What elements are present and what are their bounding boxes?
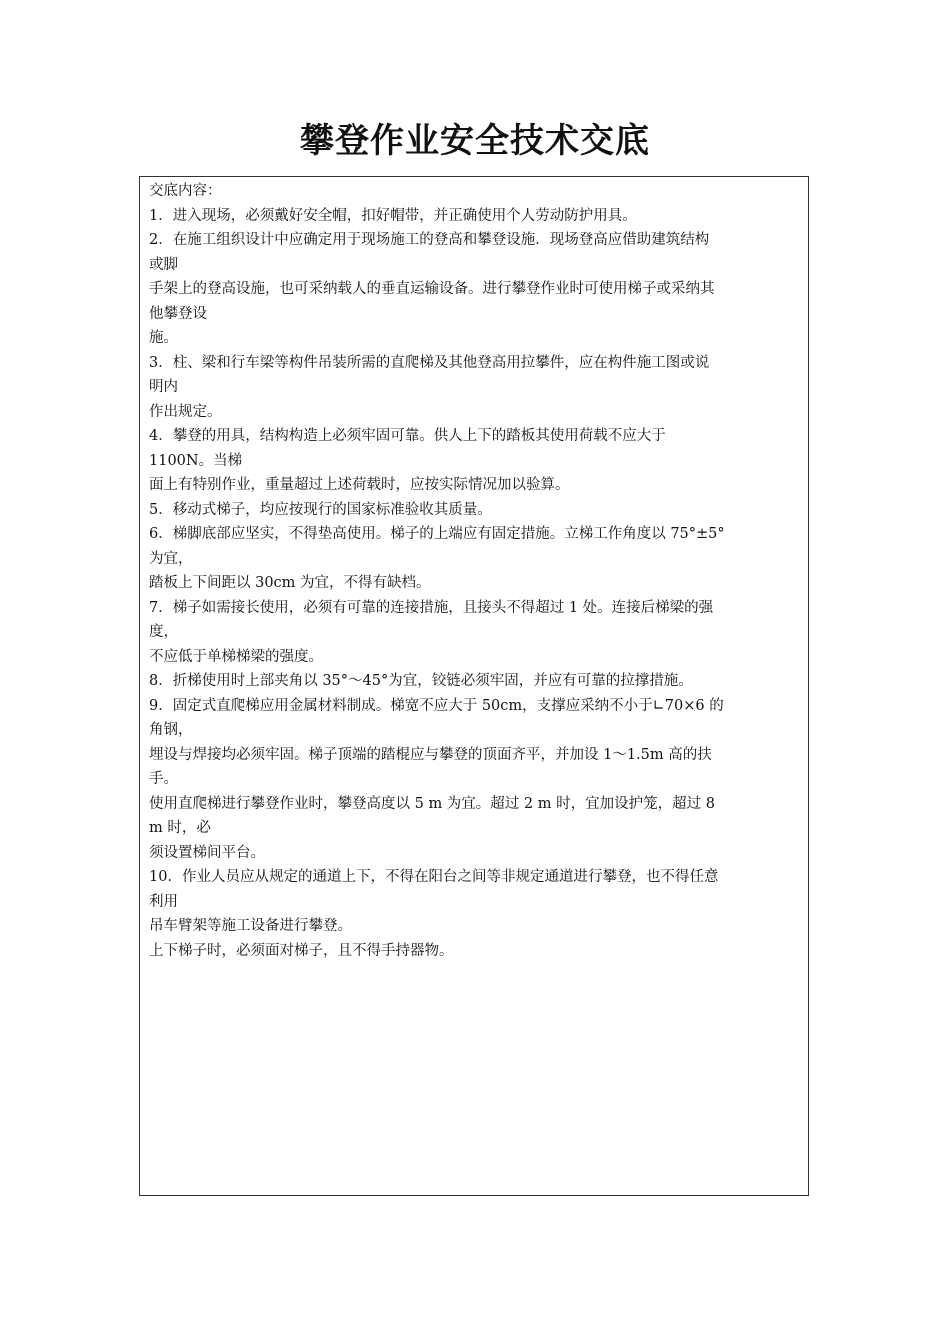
content-line: 2．在施工组织设计中应确定用于现场施工的登高和攀登设施．现场登高应借助建筑结构 — [149, 232, 710, 248]
content-heading: 交底内容： — [149, 183, 222, 199]
content-line: 须设置梯间平台。 — [149, 844, 265, 861]
content-line: 3．柱、梁和行车梁等构件吊装所需的直爬梯及其他登高用拉攀件，应在构件施工图或说 — [149, 354, 710, 371]
content-line: 1100N。当梯 — [149, 452, 243, 469]
content-line: m 时，必 — [149, 820, 211, 836]
content-line: 手架上的登高设施，也可采纳载人的垂直运输设备。进行攀登作业时可使用梯子或采纳其 — [149, 281, 715, 297]
content-line: 利用 — [149, 893, 178, 910]
content-line: 他攀登设 — [149, 305, 207, 322]
content-line: 踏板上下间距以 30cm 为宜，不得有缺档。 — [149, 575, 431, 591]
content-line: 面上有特别作业，重量超过上述荷载时，应按实际情况加以验算。 — [149, 477, 570, 493]
content-line: 不应低于单梯梯梁的强度。 — [149, 648, 323, 665]
content-line: 吊车臂架等施工设备进行攀登。 — [149, 918, 352, 934]
content-line: 9．固定式直爬梯应用金属材料制成。梯宽不应大于 50cm，支撑应采纳不小于∟70×6 的 — [149, 697, 724, 714]
content-line: 施。 — [149, 330, 178, 346]
content-line: 使用直爬梯进行攀登作业时，攀登高度以 5 m 为宜。超过 2 m 时，宜加设护笼，超过 8 — [149, 795, 715, 812]
disclosure-content-box — [139, 176, 809, 1196]
content-line: 明内 — [149, 379, 178, 395]
document-title: 攀登作业安全技术交底 — [300, 121, 650, 161]
content-line: 10．作业人员应从规定的通道上下，不得在阳台之间等非规定通道进行攀登，也不得任意 — [149, 869, 719, 885]
content-line: 8．折梯使用时上部夹角以 35°～45°为宜，铰链必须牢固，并应有可靠的拉撑措施。 — [149, 673, 693, 689]
content-line: 手。 — [149, 771, 178, 787]
content-line: 为宜， — [149, 550, 193, 567]
content-line: 或脚 — [149, 256, 178, 273]
content-line: 上下梯子时，必须面对梯子，且不得手持器物。 — [149, 942, 454, 959]
content-line: 5．移动式梯子，均应按现行的国家标准验收其质量。 — [149, 501, 492, 518]
content-line: 7．梯子如需接长使用，必须有可靠的连接措施，且接头不得超过 1 处。连接后梯梁的强 — [149, 599, 714, 616]
content-line: 作出规定。 — [149, 403, 222, 420]
content-line: 度， — [149, 624, 178, 640]
content-line: 角钢， — [149, 722, 193, 738]
disclosure-content-lines — [149, 179, 804, 963]
content-line: 6．梯脚底部应坚实，不得垫高使用。梯子的上端应有固定措施。立梯工作角度以 75°±5° — [149, 526, 725, 542]
content-line: 1．进入现场，必须戴好安全帽，扣好帽带，并正确使用个人劳动防护用具。 — [149, 207, 637, 224]
content-line: 4．攀登的用具，结构构造上必须牢固可靠。供人上下的踏板其使用荷载不应大于 — [149, 428, 666, 444]
content-line: 埋设与焊接均必须牢固。梯子顶端的踏棍应与攀登的顶面齐平，并加设 1～1.5m 高的扶 — [149, 746, 712, 763]
